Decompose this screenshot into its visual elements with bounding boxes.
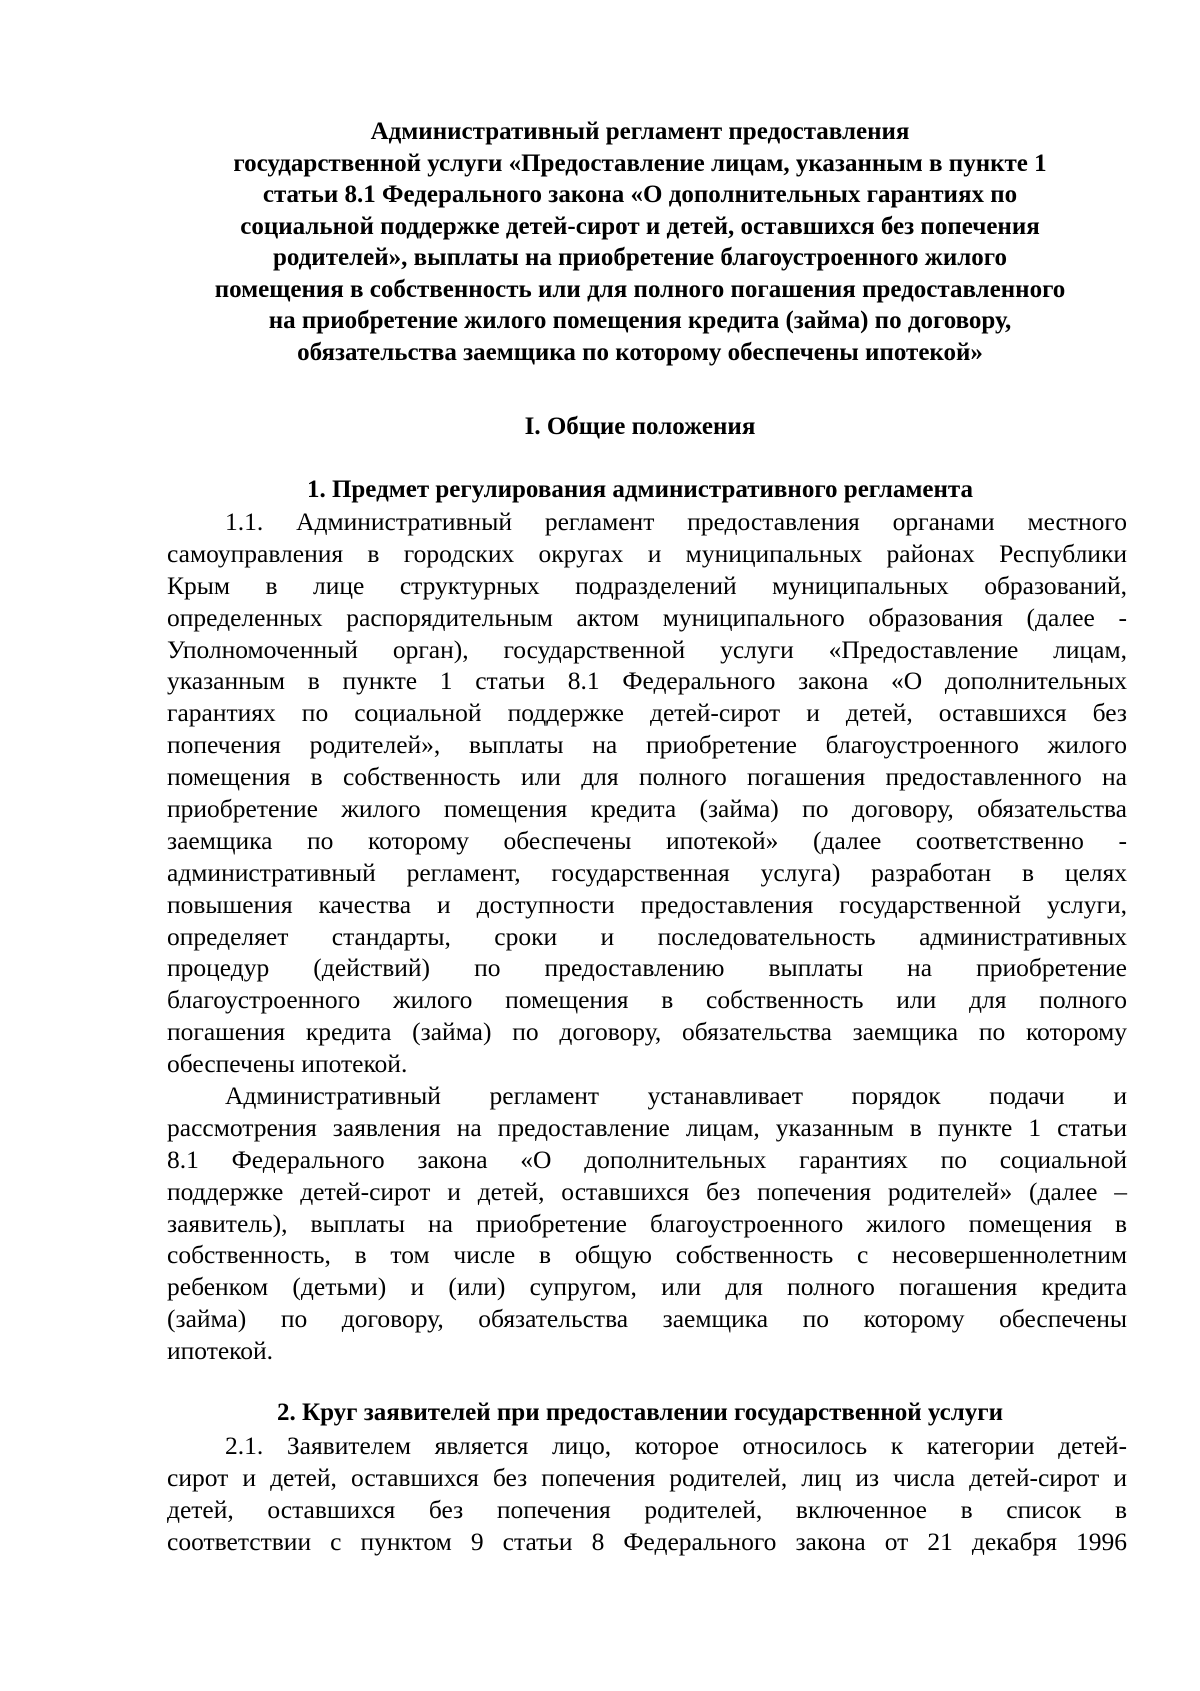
paragraph-line: указанным в пункте 1 статьи 8.1 Федерального закона «О дополнительных (167, 666, 1127, 696)
paragraph-line: административный регламент, государственная услуга) разработан в целях (167, 857, 1127, 887)
paragraph-line: определяет стандарты, сроки и последовательность административных (167, 921, 1127, 951)
paragraph-line: приобретение жилого помещения кредита (займа) по договору, обязательства (167, 794, 1127, 824)
title-line: на приобретение жилого помещения кредита (займа) по договору, (268, 307, 1012, 334)
paragraph-line: попечения родителей», выплаты на приобретение благоустроенного жилого (167, 730, 1127, 760)
paragraph-line: погашения кредита (займа) по договору, обязательства заемщика по которому (167, 1017, 1127, 1047)
paragraph-line: сирот и детей, оставшихся без попечения родителей, лиц из числа детей-сирот и (167, 1462, 1127, 1492)
paragraph-2-1 (167, 1430, 1127, 1558)
paragraph-line: процедур (действий) по предоставлению выплаты на приобретение (167, 953, 1127, 983)
paragraph-line: Уполномоченный орган), государственной услуги «Предоставление лицам, (167, 634, 1127, 664)
title-line: обязательства заемщика по которому обеспечены ипотекой» (297, 338, 983, 366)
paragraph-line: Административный регламент устанавливает порядок подачи и (225, 1081, 1127, 1110)
title-line: статьи 8.1 Федерального закона «О дополнительных гарантиях по (262, 181, 1018, 208)
title-line: Административный регламент предоставления (370, 118, 910, 145)
paragraph-line: (займа) по договору, обязательства заемщика по которому обеспечены (167, 1304, 1127, 1334)
chapter-heading: I. Общие положения (524, 413, 756, 440)
paragraph-line: 2.1. Заявителем является лицо, которое относилось к категории детей- (225, 1431, 1127, 1460)
paragraph-line: рассмотрения заявления на предоставление лицам, указанным в пункте 1 статьи (167, 1112, 1127, 1142)
paragraph-line: повышения качества и доступности предоставления государственной услуги, (167, 889, 1127, 919)
paragraph-line: 8.1 Федерального закона «О дополнительных гарантиях по социальной (167, 1144, 1127, 1174)
paragraph-line: гарантиях по социальной поддержке детей-сирот и детей, оставшихся без (167, 698, 1127, 728)
section-1-heading: 1. Предмет регулирования административного регламента (306, 476, 974, 503)
paragraph-1-2 (167, 1080, 1127, 1367)
title-line: государственной услуги «Предоставление лицам, указанным в пункте 1 (233, 149, 1047, 177)
paragraph-line: 1.1. Административный регламент предоставления органами местного (225, 507, 1127, 536)
section-2-heading: 2. Круг заявителей при предоставлении государственной услуги (276, 1399, 1004, 1426)
paragraph-line: детей, оставшихся без попечения родителей, включенное в список в (167, 1494, 1127, 1524)
paragraph-line: обеспечены ипотекой. (167, 1049, 408, 1079)
paragraph-1-1 (167, 506, 1127, 1080)
paragraph-line: поддержке детей-сирот и детей, оставшихся без попечения родителей» (далее – (167, 1176, 1127, 1206)
title-line: помещения в собственность или для полного погашения предоставленного (214, 275, 1066, 303)
paragraph-line: определенных распорядительным актом муниципального образования (далее - (167, 602, 1127, 632)
paragraph-line: собственность, в том числе в общую собственность с несовершеннолетним (167, 1240, 1127, 1270)
title-line: социальной поддержке детей-сирот и детей, оставшихся без попечения (240, 212, 1040, 240)
paragraph-line: заявитель), выплаты на приобретение благоустроенного жилого помещения в (167, 1208, 1127, 1238)
paragraph-line: ребенком (детьми) и (или) супругом, или для полного погашения кредита (167, 1272, 1127, 1302)
paragraph-line: помещения в собственность или для полного погашения предоставленного на (167, 762, 1127, 792)
title-line: родителей», выплаты на приобретение благоустроенного жилого (272, 244, 1008, 271)
document-title (160, 116, 1120, 368)
paragraph-line: ипотекой. (167, 1336, 274, 1366)
paragraph-line: самоуправления в городских округах и муниципальных районах Республики (167, 538, 1127, 568)
paragraph-line: заемщика по которому обеспечены ипотекой» (далее соответственно - (167, 825, 1127, 855)
paragraph-line: Крым в лице структурных подразделений муниципальных образований, (167, 570, 1127, 600)
paragraph-line: соответствии с пунктом 9 статьи 8 Федерального закона от 21 декабря 1996 (167, 1526, 1127, 1556)
paragraph-line: благоустроенного жилого помещения в собственность или для полного (167, 985, 1127, 1015)
